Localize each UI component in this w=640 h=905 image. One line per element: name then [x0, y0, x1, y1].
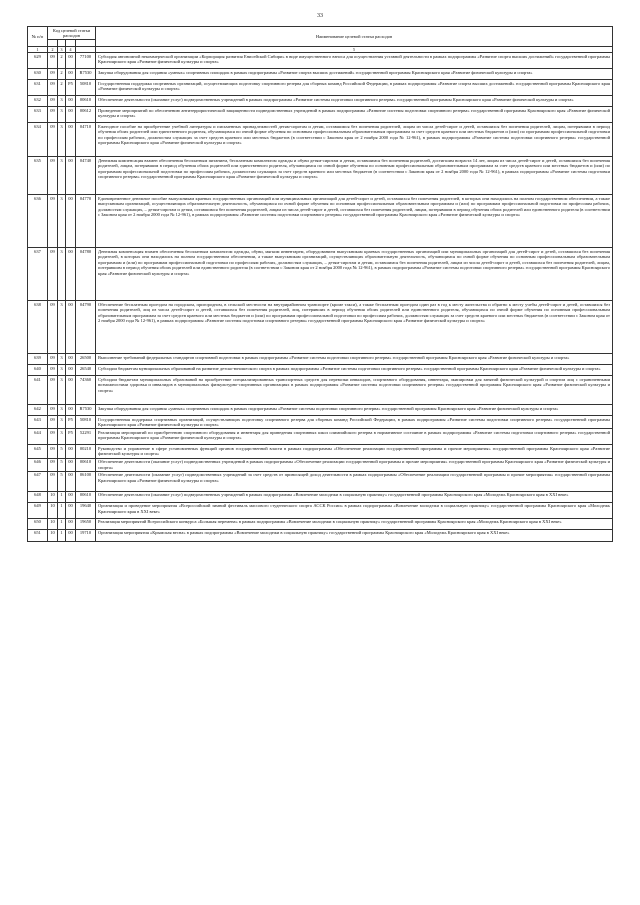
budget-codes-table: [27, 26, 613, 542]
row-number: 638: [28, 301, 48, 354]
table-row: [28, 365, 613, 376]
code-expense: 19650: [76, 518, 96, 529]
code-subprogram: 3: [58, 354, 66, 365]
code-expense: 50810: [76, 416, 96, 429]
code-program: 09: [48, 96, 58, 107]
expense-name: Закупка оборудования для создания «умных» спортивных площадок в рамках подпрограммы «Развитие системы подготовки спортивного резерва» государственной программы Красноярского края «Развитие физической культуры и спорта»: [96, 405, 613, 416]
expense-name: Обеспечение деятельности (оказание услуг) подведомственных учреждений за счет средств от приносящей доход деятельности в рамках подпрограммы «Обеспечение реализации государственной программы и прочие мероприятия» государственной программы Красноярского края «Развитие физической культуры и спорта»: [96, 471, 613, 491]
header-col-number: 2: [48, 47, 58, 53]
code-program: 10: [48, 518, 58, 529]
code-expense: 04740: [76, 157, 96, 195]
table-row: [28, 405, 613, 416]
code-direction: 00: [66, 157, 76, 195]
expense-name: Закупка оборудования для создания «умных» спортивных площадок в рамках подпрограммы «Развитие спорта высших достижений» государственной программы Красноярского края «Развитие физической культуры и спорта»: [96, 69, 613, 80]
code-subprogram: 1: [58, 491, 66, 502]
code-direction: 00: [66, 376, 76, 405]
code-subprogram: 3: [58, 96, 66, 107]
code-subprogram: 2: [58, 69, 66, 80]
table-row: [28, 354, 613, 365]
code-direction: 00: [66, 53, 76, 69]
page-number: 33: [317, 13, 323, 19]
expense-name: Обеспечение деятельности (оказание услуг) подведомственных учреждений в рамках подпрограммы «Развитие системы подготовки спортивного резерва» государственной программы Красноярского края «Развитие физической культуры и спорта»: [96, 96, 613, 107]
code-program: 09: [48, 429, 58, 445]
header-name: Наименование целевой статьи расходов: [96, 27, 613, 47]
code-expense: 00612: [76, 107, 96, 123]
code-program: 09: [48, 123, 58, 157]
code-expense: 19640: [76, 502, 96, 518]
row-number: 649: [28, 502, 48, 518]
row-number: 648: [28, 491, 48, 502]
code-program: 09: [48, 365, 58, 376]
header-col-number: 5: [96, 47, 613, 53]
code-direction: 00: [66, 445, 76, 458]
expense-name: Обеспечение бесплатным проездом на городском, пригородном, в сельской местности на внутрирайонном транспорте (кроме такси), а также бесплатным проездом один раз в год к месту жительства и обратно к месту учебы детей-сирот и детей, оставшихся без попечения родителей, лиц из числа детей-сирот и детей, оставшихся без попечения родителей, лиц, потерявших в период обучения обоих родителей или единственного родителя, обучающихся по очной форме обучения по основным профессиональным образовательным программам за счет средств краевого или местных бюджетов и (или) по программам профессиональной подготовки по профессиям рабочих, должностям служащих за счет средств краевого или местных бюджетов (в соответствии с Законом края от 2 ноября 2000 года № 12-961), в рамках подпрограммы «Развитие системы подготовки спортивного резерва» государственной программы Красноярского края «Развитие физической культуры и спорта»: [96, 301, 613, 354]
code-program: 09: [48, 416, 58, 429]
code-direction: 00: [66, 365, 76, 376]
row-number: 650: [28, 518, 48, 529]
table-row: [28, 69, 613, 80]
expense-name: Реализация мероприятий Всероссийского конкурса «Большая перемена» в рамках подпрограммы «Вовлечение молодежи в социальную практику» государственной программы Красноярского края «Молодежь Красноярского края в XXI веке»: [96, 518, 613, 529]
code-subprogram: 1: [58, 518, 66, 529]
row-number: 640: [28, 365, 48, 376]
row-number: 645: [28, 445, 48, 458]
row-number: 647: [28, 471, 48, 491]
code-direction: 00: [66, 69, 76, 80]
code-program: 09: [48, 471, 58, 491]
code-direction: 00: [66, 491, 76, 502]
header-col-number: 3: [58, 47, 66, 53]
row-number: 636: [28, 195, 48, 248]
expense-name: Ежегодное пособие на приобретение учебной литературы и письменных принадлежностей детям-сиротам и детям, оставшимся без попечения родителей, лицам из числа детей-сирот и детей, оставшихся без попечения родителей, лицам, потерявшим в период обучения обоих родителей или единственного родителя, обучающимся по очной форме обучения по основным профессиональным образовательным программам за счет средств краевого или местных бюджетов и (или) по программам профессиональной подготовки по профессиям рабочих, должностям служащих за счет средств краевого или местных бюджетов (в соответствии с Законом края от 2 ноября 2000 года № 12-961), в рамках подпрограммы «Развитие системы подготовки спортивного резерва» государственной программы Красноярского края «Развитие физической культуры и спорта»: [96, 123, 613, 157]
code-direction: 00: [66, 502, 76, 518]
row-number: 642: [28, 405, 48, 416]
code-expense: R7530: [76, 69, 96, 80]
table-row: [28, 458, 613, 471]
code-program: 09: [48, 445, 58, 458]
code-expense: 06100: [76, 471, 96, 491]
code-subprogram: 1: [58, 529, 66, 541]
expense-name: Обеспечение деятельности (оказание услуг) подведомственных учреждений в рамках подпрограммы «Обеспечение реализации государственной программы и прочие мероприятия» государственной программы Красноярского края «Развитие физической культуры и спорта»: [96, 458, 613, 471]
code-subprogram: 5: [58, 471, 66, 491]
code-direction: P5: [66, 429, 76, 445]
code-expense: 04710: [76, 123, 96, 157]
table-row: [28, 248, 613, 301]
code-program: 09: [48, 53, 58, 69]
code-program: 09: [48, 80, 58, 96]
code-program: 09: [48, 69, 58, 80]
row-number: 639: [28, 354, 48, 365]
code-direction: 00: [66, 107, 76, 123]
code-expense: 74360: [76, 376, 96, 405]
code-direction: 00: [66, 458, 76, 471]
table-row: [28, 107, 613, 123]
table-row: [28, 195, 613, 248]
row-number: 635: [28, 157, 48, 195]
code-expense: 00210: [76, 445, 96, 458]
expense-name: Субсидии бюджетам муниципальных образований на приобретение специализированных транспортных средств для перевозки инвалидов, спортивного оборудования, инвентаря, экипировки для занятий физической культурой и спортом лиц с ограниченными возможностями здоровья и инвалидов в муниципальных физкультурно-спортивных организациях в рамках подпрограммы «Развитие системы подготовки спортивного резерва» государственной программы Красноярского края «Развитие физической культуры и спорта»: [96, 376, 613, 405]
expense-name: Организация и проведение мероприятия «Всероссийский зимний фестиваль массового студенческого спорта АССК России» в рамках подпрограммы «Вовлечение молодежи в социальную практику» государственной программы Красноярского края «Молодежь Красноярского края в XXI веке»: [96, 502, 613, 518]
row-number: 634: [28, 123, 48, 157]
row-number: 629: [28, 53, 48, 69]
row-number: 641: [28, 376, 48, 405]
code-program: 10: [48, 502, 58, 518]
code-program: 09: [48, 157, 58, 195]
code-expense: 50810: [76, 80, 96, 96]
expense-name: Обеспечение деятельности (оказание услуг) подведомственных учреждений в рамках подпрограммы «Вовлечение молодежи в социальную практику» государственной программы Красноярского края «Молодежь Красноярского края в XXI веке»: [96, 491, 613, 502]
code-expense: 19710: [76, 529, 96, 541]
code-subprogram: 3: [58, 301, 66, 354]
expense-name: Выполнение требований федеральных стандартов спортивной подготовки в рамках подпрограммы «Развитие системы подготовки спортивного резерва» государственной программы Красноярского края «Развитие физической культуры и спорта»: [96, 354, 613, 365]
expense-name: Государственная поддержка спортивных организаций, осуществляющих подготовку спортивного резерва для сборных команд Российской Федерации, в рамках подпрограммы «Развитие спорта высших достижений» государственной программы Красноярского края «Развитие физической культуры и спорта»: [96, 80, 613, 96]
code-subprogram: 3: [58, 416, 66, 429]
code-direction: P5: [66, 416, 76, 429]
code-program: 09: [48, 248, 58, 301]
table-row: [28, 518, 613, 529]
header-col-number: 4: [66, 47, 76, 53]
code-direction: P5: [66, 80, 76, 96]
code-expense: 77100: [76, 53, 96, 69]
code-direction: 00: [66, 123, 76, 157]
code-expense: 04780: [76, 248, 96, 301]
code-expense: 00610: [76, 96, 96, 107]
code-subprogram: 3: [58, 248, 66, 301]
code-direction: 00: [66, 96, 76, 107]
code-expense: 00610: [76, 458, 96, 471]
expense-name: Субсидии бюджетам муниципальных образований на развитие детско-юношеского спорта в рамках подпрограммы «Развитие системы подготовки спортивного резерва» государственной программы Красноярского края «Развитие физической культуры и спорта»: [96, 365, 613, 376]
code-program: 09: [48, 354, 58, 365]
code-subprogram: 2: [58, 53, 66, 69]
row-number: 644: [28, 429, 48, 445]
code-direction: 00: [66, 529, 76, 541]
code-direction: 00: [66, 301, 76, 354]
code-direction: 00: [66, 471, 76, 491]
code-direction: 00: [66, 248, 76, 301]
table-row: [28, 529, 613, 541]
code-direction: 00: [66, 354, 76, 365]
code-program: 10: [48, 529, 58, 541]
code-program: 10: [48, 491, 58, 502]
table-row: [28, 53, 613, 69]
code-subprogram: 3: [58, 365, 66, 376]
row-number: 637: [28, 248, 48, 301]
row-number: 633: [28, 107, 48, 123]
table-row: [28, 301, 613, 354]
code-subprogram: 3: [58, 376, 66, 405]
code-subprogram: 3: [58, 429, 66, 445]
code-expense: 04770: [76, 195, 96, 248]
code-program: 09: [48, 458, 58, 471]
row-number: 632: [28, 96, 48, 107]
code-subprogram: 5: [58, 445, 66, 458]
header-code-group: Код целевой статьи расходов: [48, 27, 96, 40]
code-subprogram: 3: [58, 107, 66, 123]
code-expense: R7530: [76, 405, 96, 416]
code-direction: 00: [66, 518, 76, 529]
table-row: [28, 502, 613, 518]
table-row: [28, 376, 613, 405]
header-col-number: 1: [28, 47, 48, 53]
expense-name: Субсидия автономной некоммерческой организации «Корпорация развития Енисейской Сибири» в виде имущественного взноса для осуществления уставной деятельности в рамках подпрограммы «Развитие спорта высших достижений» государственной программы Красноярского края «Развитие физической культуры и спорта»: [96, 53, 613, 69]
code-expense: 52291: [76, 429, 96, 445]
expense-name: Руководство и управление в сфере установленных функций органов государственной власти в рамках подпрограммы «Обеспечение реализации государственной программы и прочие мероприятия» государственной программы Красноярского края «Развитие физической культуры и спорта»: [96, 445, 613, 458]
code-subprogram: 2: [58, 80, 66, 96]
code-expense: 26540: [76, 365, 96, 376]
expense-name: Организация мероприятия «Крымская весна» в рамках подпрограммы «Вовлечение молодежи в социальную практику» государственной программы Красноярского края «Молодежь Красноярского края в XXI веке»: [96, 529, 613, 541]
row-number: 630: [28, 69, 48, 80]
row-number: 646: [28, 458, 48, 471]
code-direction: 00: [66, 195, 76, 248]
row-number: 651: [28, 529, 48, 541]
code-program: 09: [48, 195, 58, 248]
code-program: 09: [48, 376, 58, 405]
code-subprogram: 5: [58, 458, 66, 471]
expense-name: Реализация мероприятий по приобретению спортивного оборудования и инвентаря для приведения спортивных школ олимпийского резерва в нормативное состояние в рамках подпрограммы «Развитие системы подготовки спортивного резерва» государственной программы Красноярского края «Развитие физической культуры и спорта»: [96, 429, 613, 445]
expense-name: Государственная поддержка спортивных организаций, осуществляющих подготовку спортивного резерва для сборных команд Российской Федерации, в рамках подпрограммы «Развитие системы подготовки спортивного резерва» государственной программы Красноярского края «Развитие физической культуры и спорта»: [96, 416, 613, 429]
code-subprogram: 3: [58, 405, 66, 416]
expense-name: Проведение мероприятий по обеспечению антитеррористической защищенности подведомственных учреждений в рамках подпрограммы «Развитие системы подготовки спортивного резерва» государственной программы Красноярского края «Развитие физической культуры и спорта»: [96, 107, 613, 123]
code-expense: 26500: [76, 354, 96, 365]
table-row: [28, 123, 613, 157]
code-program: 09: [48, 301, 58, 354]
table-row: [28, 416, 613, 429]
code-expense: 00610: [76, 491, 96, 502]
code-subprogram: 3: [58, 157, 66, 195]
row-number: 643: [28, 416, 48, 429]
expense-name: Денежная компенсация взамен обеспечения бесплатным комплектом одежды, обуви, мягким инвентарем, оборудованием выпускникам краевых государственных организаций или муниципальных организаций для детей-сирот и детей, оставшихся без попечения родителей, в которых они находились на полном государственном обеспечении, а также выпускникам организаций, осуществляющих образовательную деятельность, обучающимся по очной форме обучения по основным профессиональным образовательным программам и (или) по программам профессиональной подготовки по профессиям рабочих, должностям служащих, – детям-сиротам и детям, оставшимся без попечения родителей, лицам из числа детей-сирот и детей, оставшихся без попечения родителей, лицам, потерявшим в период обучения обоих родителей или единственного родителя (в соответствии с Законом края от 2 ноября 2000 года № 12-961), в рамках подпрограммы «Развитие системы подготовки спортивного резерва» государственной программы Красноярского края «Развитие физической культуры и спорта»: [96, 248, 613, 301]
row-number: 631: [28, 80, 48, 96]
code-subprogram: 1: [58, 502, 66, 518]
code-direction: 00: [66, 405, 76, 416]
table-row: [28, 96, 613, 107]
header-num: № п/п: [28, 27, 48, 47]
code-subprogram: 3: [58, 195, 66, 248]
expense-name: Единовременное денежное пособие выпускникам краевых государственных организаций или муниципальных организаций для детей-сирот и детей, оставшихся без попечения родителей, в которых они находились на полном государственном обеспечении, а также выпускникам организаций, осуществляющих образовательную деятельность, обучающимся по очной форме обучения по основным профессиональным образовательным программам и (или) по программам профессиональной подготовки по профессиям рабочих, должностям служащих, – детям-сиротам и детям, оставшимся без попечения родителей, лицам из числа детей-сирот и детей, оставшихся без попечения родителей, лицам, потерявшим в период обучения обоих родителей или единственного родителя (в соответствии с Законом края от 2 ноября 2000 года № 12-961), в рамках подпрограммы «Развитие системы подготовки спортивного резерва» государственной программы Красноярского края «Развитие физической культуры и спорта»: [96, 195, 613, 248]
table-row: [28, 491, 613, 502]
table-row: [28, 80, 613, 96]
table-row: [28, 445, 613, 458]
code-subprogram: 3: [58, 123, 66, 157]
code-program: 09: [48, 405, 58, 416]
table-row: [28, 471, 613, 491]
table-row: [28, 429, 613, 445]
expense-name: Денежная компенсация взамен обеспечения бесплатным питанием, бесплатным комплектом одежды и обуви детям-сиротам и детям, оставшимся без попечения родителей, достигшим возраста 14 лет, лицам из числа детей-сирот и детей, оставшихся без попечения родителей, лицам, потерявшим в период обучения обоих родителей или единственного родителя, обучающимся по очной форме обучения по основным профессиональным образовательным программам за счет средств краевого или местных бюджетов и (или) по программам профессиональной подготовки по профессиям рабочих, должностям служащих за счет средств краевого или местных бюджетов (в соответствии с Законом края от 2 ноября 2000 года № 12-961), в рамках подпрограммы «Развитие системы подготовки спортивного резерва» государственной программы Красноярского края «Развитие физической культуры и спорта»: [96, 157, 613, 195]
table-row: [28, 157, 613, 195]
code-program: 09: [48, 107, 58, 123]
code-expense: 04790: [76, 301, 96, 354]
